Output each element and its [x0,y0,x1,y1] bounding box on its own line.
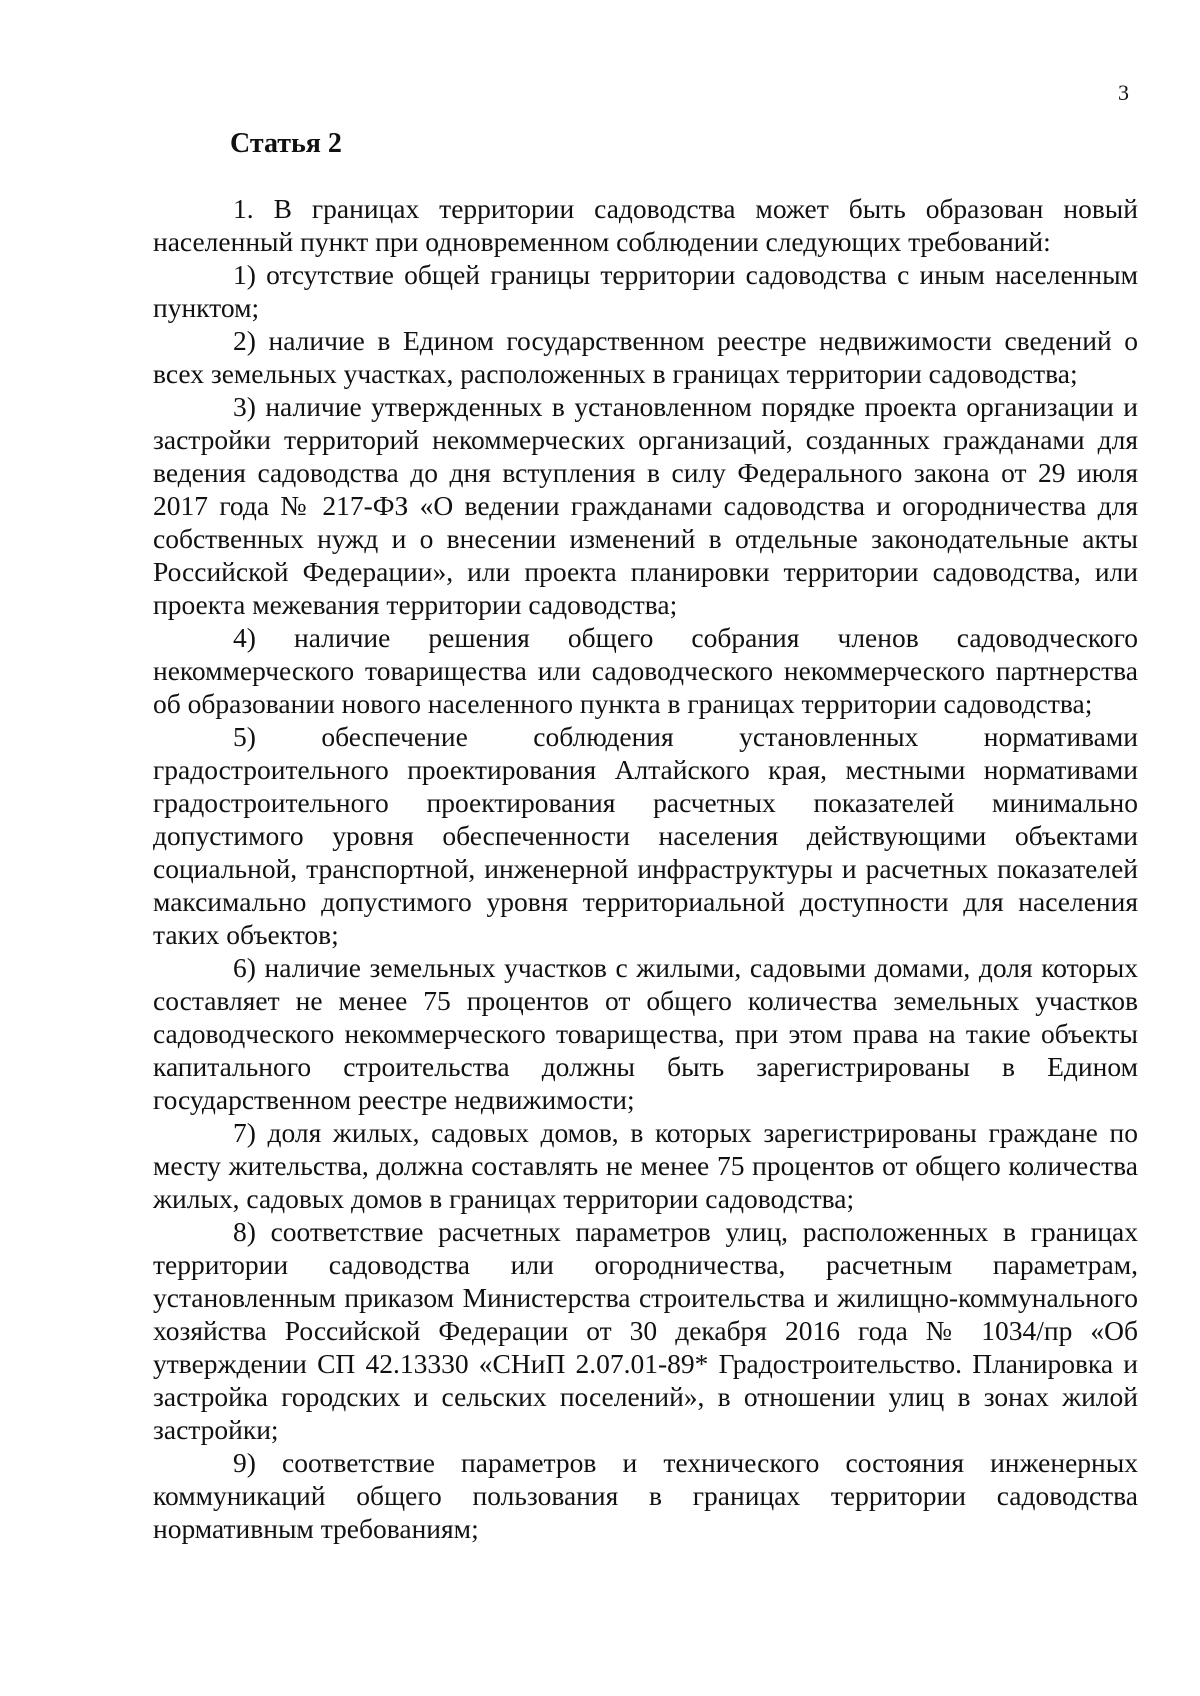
paragraph-requirement-7: 7) доля жилых, садовых домов, в которых зарегистрированы граждане по месту жительства, должна составлять не менее 75 процентов от общего количества жилых, садовых домов в границах территории садоводства; [153,1117,1138,1214]
page-number: 3 [1118,80,1129,105]
paragraph-requirement-8: 8) соответствие расчетных параметров улиц, расположенных в границах территории садоводства или огородничества, расчетным параметрам, установленным приказом Министерства строительства и жилищно-коммунального хозяйства Российской Федерации от 30 декабря 2016 года № 1034/пр «Об утверждении СП 42.13330 «СНиП 2.07.01-89* Градостроительство. Планировка и застройка городских и сельских поселений», в отношении улиц в зонах жилой застройки; [153,1216,1138,1445]
paragraph-requirement-9: 9) соответствие параметров и технического состояния инженерных коммуникаций общего пользования в границах территории садоводства нормативным требованиям; [153,1447,1138,1544]
paragraph-requirement-4: 4) наличие решения общего собрания членов садоводческого некоммерческого товарищества или садоводческого некоммерческого партнерства об образовании нового населенного пункта в границах территории садоводства; [153,622,1138,719]
article-title: Статья 2 [230,128,342,159]
paragraph-requirement-5: 5) обеспечение соблюдения установленных нормативами градостроительного проектирования Алтайского края, местными нормативами градостроительного проектирования расчетных показателей минимально допустимого уровня обеспеченности населения действующими объектами социальной, транспортной, инженерной инфраструктуры и расчетных показателей максимально допустимого уровня территориальной доступности для населения таких объектов; [153,721,1138,950]
article-body [153,192,1138,1545]
paragraph-requirement-2: 2) наличие в Едином государственном реестре недвижимости сведений о всех земельных участках, расположенных в границах территории садоводства; [153,325,1138,389]
paragraph-requirement-3: 3) наличие утвержденных в установленном порядке проекта организации и застройки территорий некоммерческих организаций, созданных гражданами для ведения садоводства до дня вступления в силу Федерального закона от 29 июля 2017 года № 217-ФЗ «О ведении гражданами садоводства и огородничества для собственных нужд и о внесении изменений в отдельные законодательные акты Российской Федерации», или проекта планировки территории садоводства, или проекта межевания территории садоводства; [153,391,1138,620]
paragraph-requirement-6: 6) наличие земельных участков с жилыми, садовыми домами, доля которых составляет не менее 75 процентов от общего количества земельных участков садоводческого некоммерческого товарищества, при этом права на такие объекты капитального строительства должны быть зарегистрированы в Едином государственном реестре недвижимости; [153,952,1138,1115]
paragraph-requirement-1: 1) отсутствие общей границы территории садоводства с иным населенным пунктом; [153,259,1138,323]
paragraph-1: 1. В границах территории садоводства может быть образован новый населенный пункт при одновременном соблюдении следующих требований: [153,193,1138,257]
